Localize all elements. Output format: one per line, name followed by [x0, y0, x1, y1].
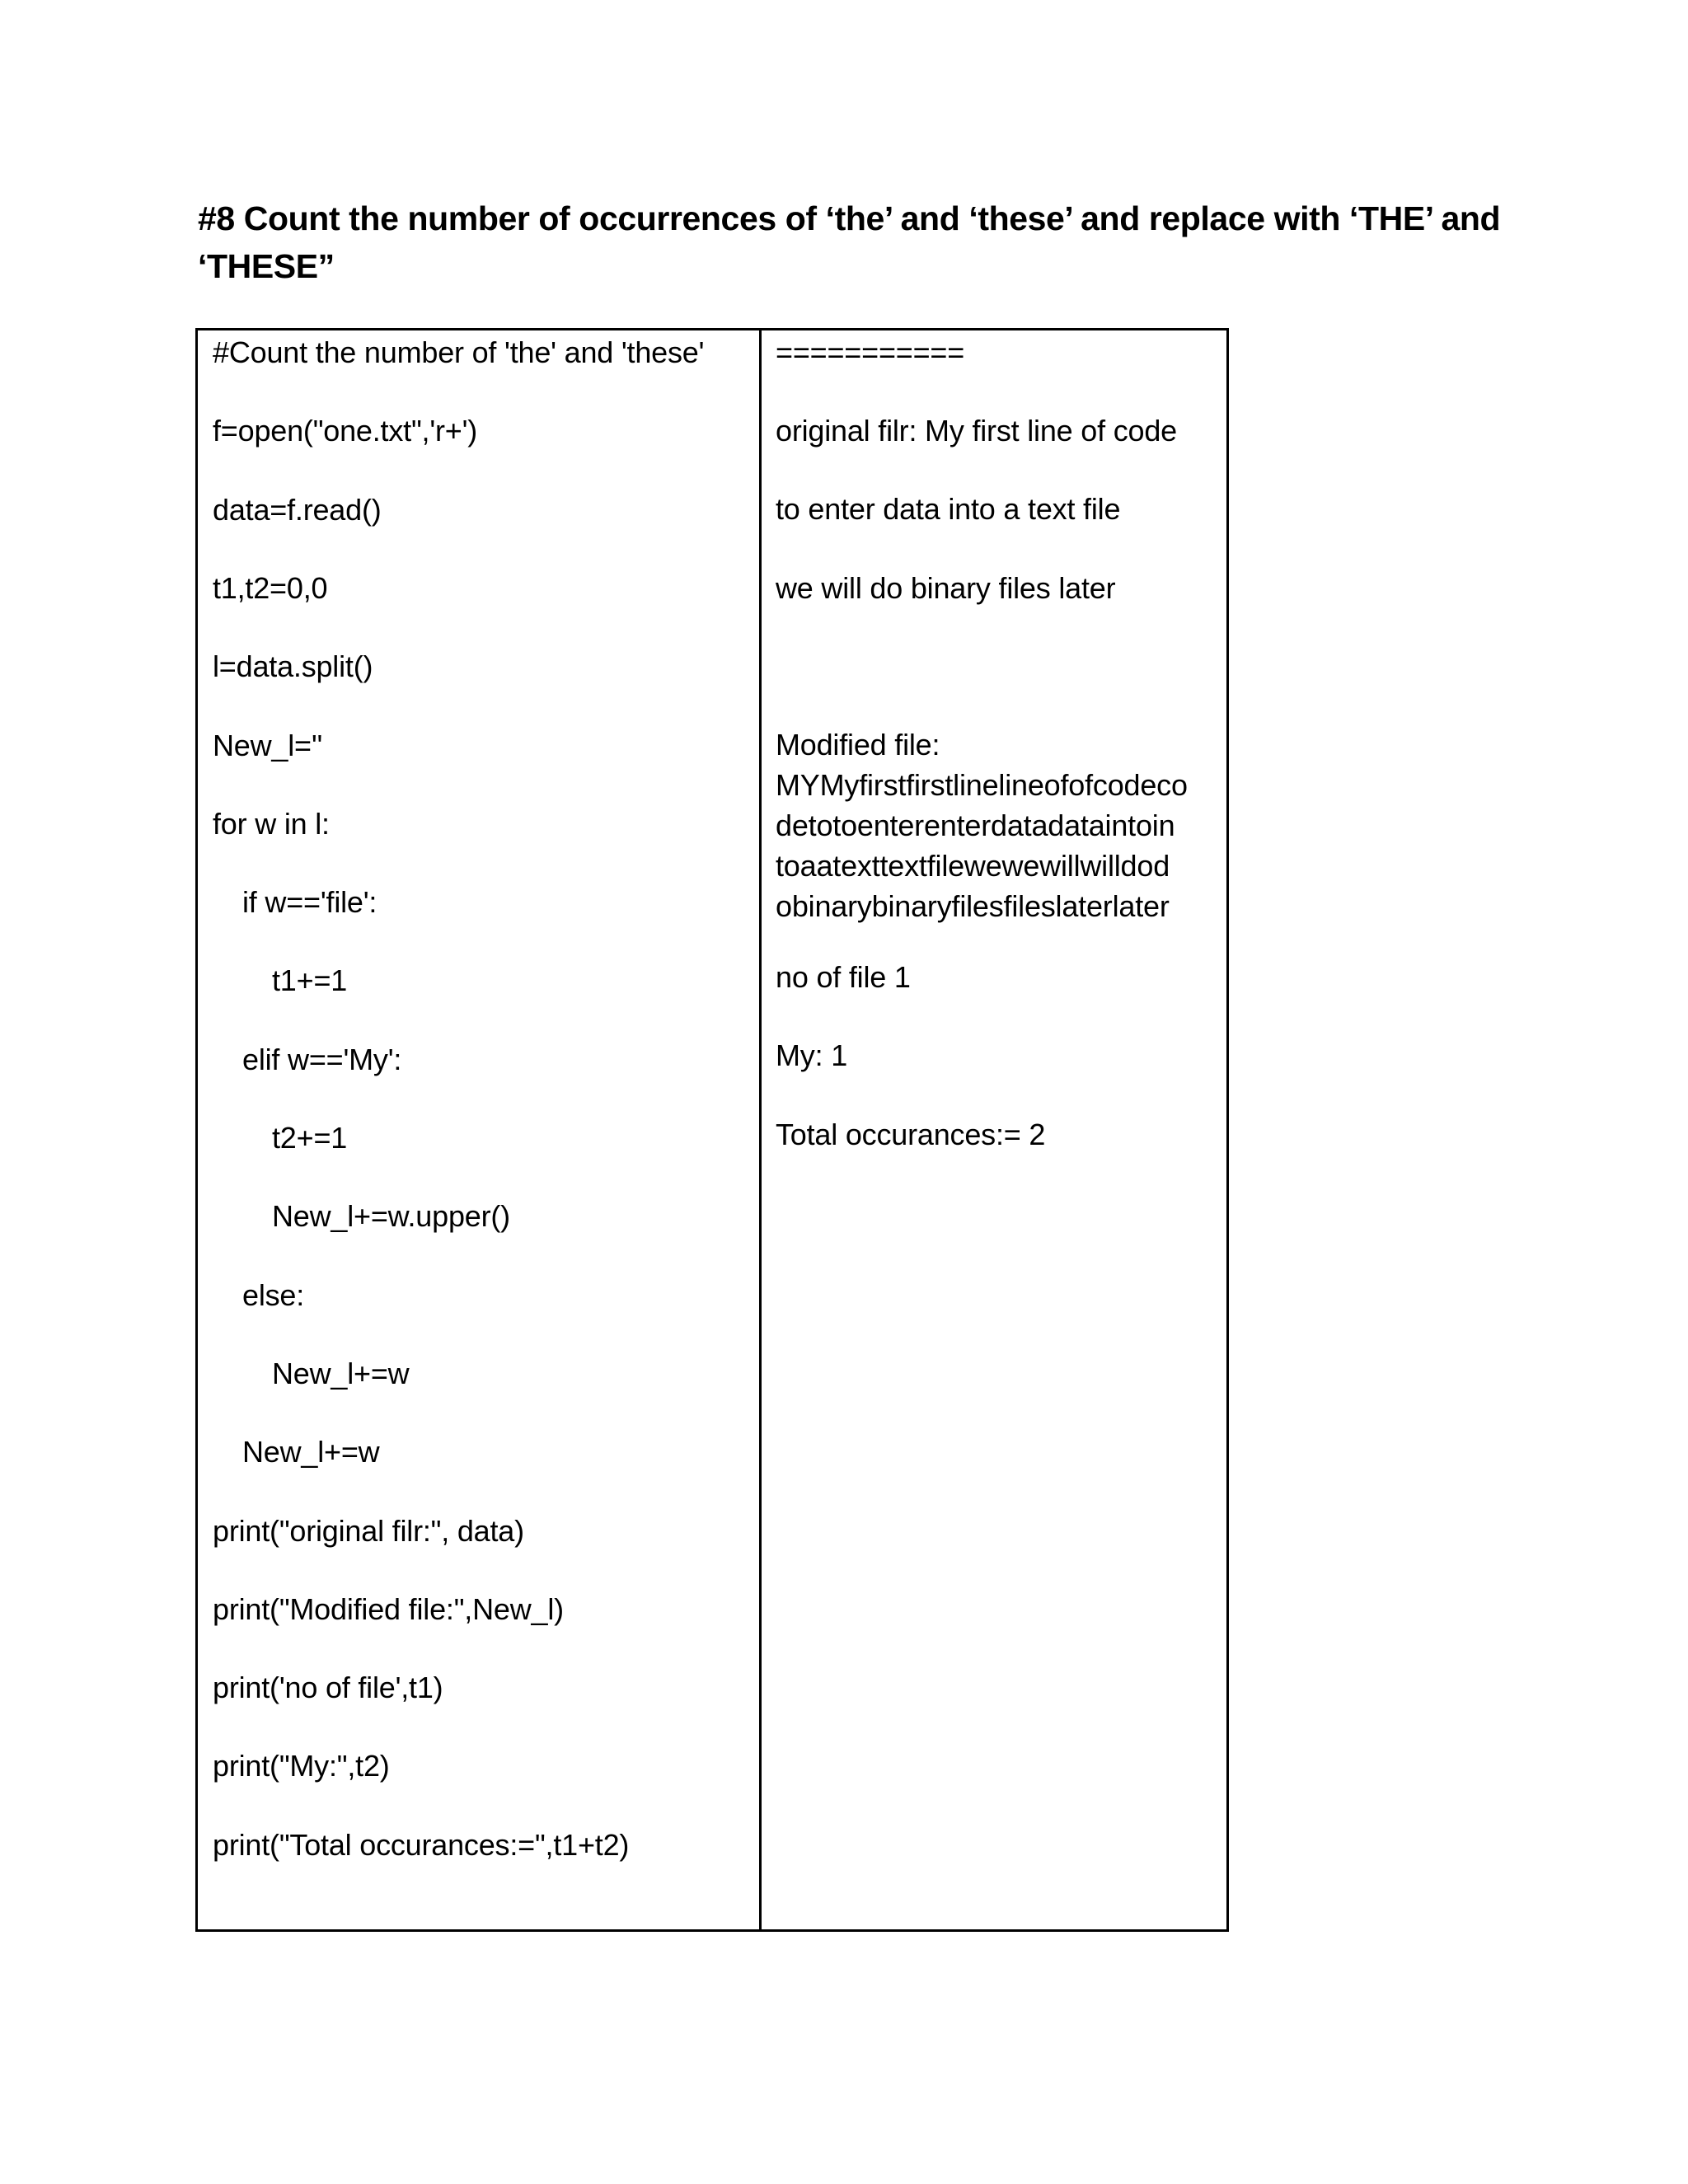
output-column [762, 330, 1226, 1929]
code-line: f=open("one.txt",'r+') [213, 414, 478, 448]
code-line: New_l+=w.upper() [272, 1199, 510, 1233]
code-line: data=f.read() [213, 493, 382, 527]
code-line: print("My:",t2) [213, 1749, 390, 1783]
code-line: l=data.split() [213, 649, 373, 683]
output-original-line-2: to enter data into a text file [776, 492, 1121, 526]
code-line: t1+=1 [272, 963, 348, 997]
code-line: else: [242, 1278, 305, 1312]
output-my-count: My: 1 [776, 1038, 848, 1072]
code-line: #Count the number of 'the' and 'these' [213, 335, 705, 369]
output-modified-label: Modified file: [776, 728, 940, 762]
code-line: New_l+=w [242, 1435, 380, 1469]
code-line: t2+=1 [272, 1121, 348, 1155]
code-line: print("original filr:", data) [213, 1514, 524, 1548]
code-column [198, 330, 762, 1929]
code-line: t1,t2=0,0 [213, 571, 328, 605]
code-line: New_l+=w [272, 1357, 410, 1390]
code-line: print("Modified file:",New_l) [213, 1592, 564, 1626]
code-line: print("Total occurances:=",t1+t2) [213, 1828, 630, 1862]
code-line: print('no of file',t1) [213, 1671, 443, 1704]
document-title: #8 Count the number of occurrences of ‘the’ and ‘these’ and replace with ‘THE’ and ‘THESE” [198, 199, 1501, 285]
output-modified-line-2: detotoenterenterdatadataintoin [776, 808, 1175, 842]
code-output-table [195, 328, 1229, 1932]
output-no-of-file: no of file 1 [776, 960, 911, 994]
code-line: if w=='file': [242, 885, 377, 919]
output-original-line-1: original filr: My first line of code [776, 414, 1177, 448]
output-modified-line-1: MYMyfirstfirstlinelineofofcodeco [776, 768, 1188, 802]
code-line: elif w=='My': [242, 1043, 402, 1076]
output-separator: =========== [776, 335, 965, 369]
code-line: New_l='' [213, 729, 323, 762]
output-total: Total occurances:= 2 [776, 1118, 1046, 1151]
code-line: for w in l: [213, 807, 330, 841]
output-original-line-3: we will do binary files later [776, 571, 1116, 605]
output-modified-line-3: toaatexttextfilewewewillwilldod [776, 849, 1170, 883]
output-modified-line-4: obinarybinaryfilesfileslaterlater [776, 889, 1170, 923]
